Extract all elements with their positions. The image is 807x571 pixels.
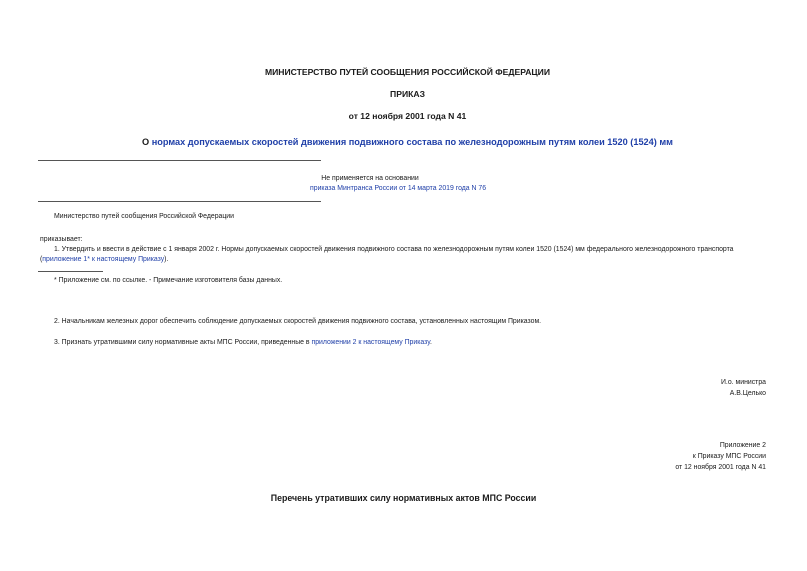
signature-name: А.В.Целько: [729, 390, 766, 397]
appendix-title: Перечень утративших силу нормативных актов МПС России: [270, 493, 537, 503]
appendix-order-ref: к Приказу МПС России: [692, 453, 766, 460]
item-1-text: 1. Утвердить и ввести в действие с 1 января 2002 г. Нормы допускаемых скоростей движения подвижного состава по железнодорожным путям колеи 1520 (1524) мм федерального железнодорожного транспорта: [54, 246, 734, 253]
item-1-open-paren: (: [40, 256, 43, 263]
item-3-lead: 3. Признать утратившими силу нормативные акты МПС России, приведенные в: [54, 339, 312, 346]
item-3-text: [54, 339, 432, 346]
item-1-close-paren: ).: [164, 256, 169, 263]
title-prefix: О: [142, 137, 152, 147]
status-note-link[interactable]: приказа Минтранса России от 14 марта 2019 года N 76: [310, 185, 487, 192]
document-title: [0, 137, 807, 147]
orders-text: приказывает:: [40, 236, 83, 243]
title-link[interactable]: нормах допускаемых скоростей движения подвижного состава по железнодорожным путям колеи 1520 (1524) мм: [151, 137, 673, 147]
signature-position: И.о. министра: [720, 379, 766, 386]
document-type: ПРИКАЗ: [390, 89, 425, 99]
appendix-2-link[interactable]: приложении 2 к настоящему Приказу: [311, 339, 431, 346]
item-3-end: .: [430, 339, 432, 346]
item-2-text: 2. Начальникам железных дорог обеспечить соблюдение допускаемых скоростей движения подвижного состава, установленных настоящим Приказом.: [54, 318, 542, 325]
footnote-text: * Приложение см. по ссылке. - Примечание изготовителя базы данных.: [54, 277, 283, 284]
appendix-label: Приложение 2: [719, 442, 766, 449]
divider-bottom: [38, 201, 321, 202]
appendix-date-ref: от 12 ноября 2001 года N 41: [675, 464, 766, 471]
item-1-appendix-ref: [40, 256, 168, 263]
issuer-text: Министерство путей сообщения Российской Федерации: [54, 213, 235, 220]
appendix-1-link[interactable]: приложение 1* к настоящему Приказу: [42, 256, 165, 263]
divider-top: [38, 160, 321, 161]
footnote-divider: [38, 271, 103, 272]
status-note-text: Не применяется на основании: [321, 175, 419, 182]
ministry-heading: МИНИСТЕРСТВО ПУТЕЙ СООБЩЕНИЯ РОССИЙСКОЙ ФЕДЕРАЦИИ: [264, 67, 551, 77]
document-date-number: от 12 ноября 2001 года N 41: [348, 111, 467, 121]
